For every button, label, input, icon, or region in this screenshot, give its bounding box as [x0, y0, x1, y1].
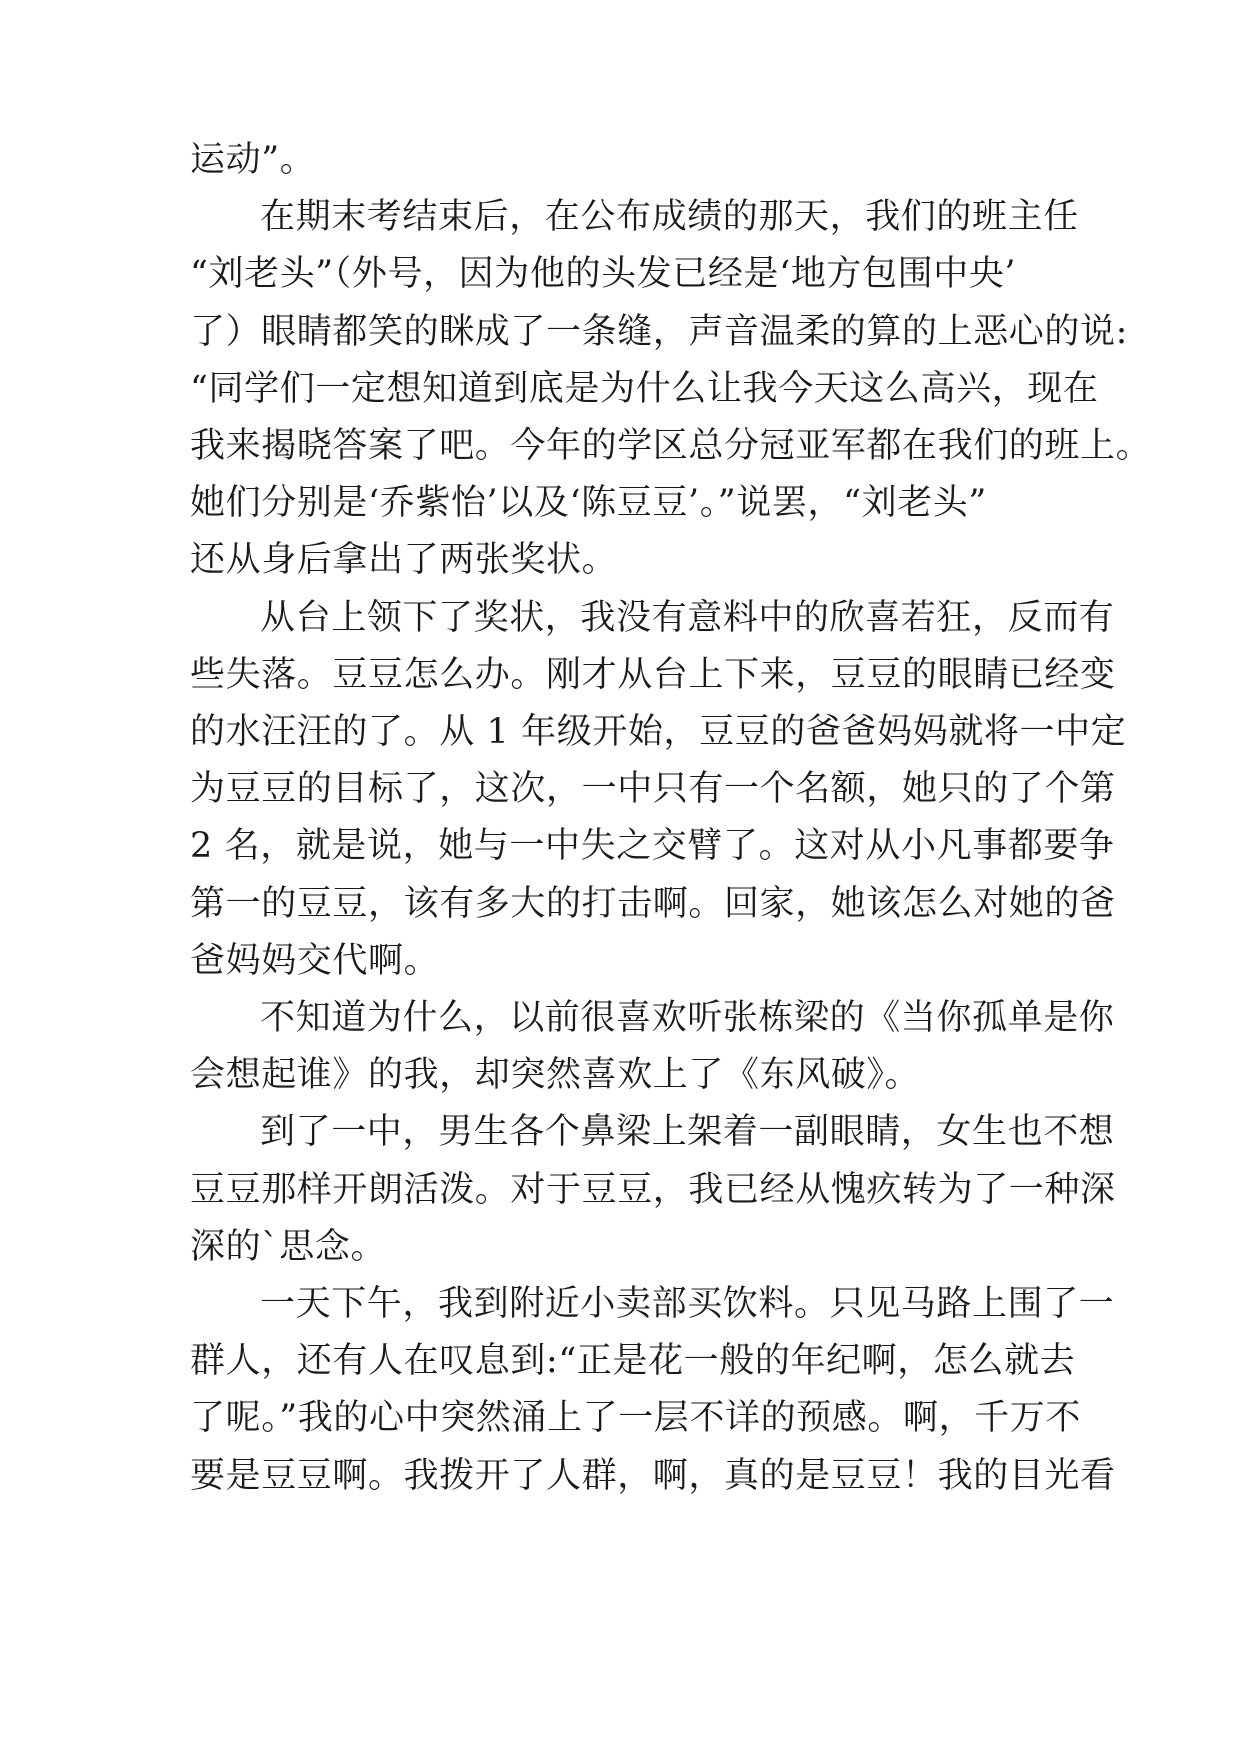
text-line: 要是豆豆啊。我拨开了人群，啊，真的是豆豆！我的目光看 — [190, 1455, 1116, 1496]
paragraph-first-line: 在期末考结束后，在公布成绩的那天，我们的班主任 — [260, 197, 1079, 238]
paragraph-first-line: 不知道为什么，以前很喜欢听张栋梁的《当你孤单是你 — [260, 998, 1115, 1038]
text-line: “刘老头”（外号，因为他的头发已经是‘地方包围中央’ — [190, 254, 1017, 295]
text-line: 群人，还有人在叹息到:“正是花一般的年纪啊，怎么就去 — [190, 1341, 1076, 1382]
text-line: “同学们一定想知道到底是为什么让我今天这么高兴，现在 — [190, 368, 1099, 409]
text-line: 还从身后拿出了两张奖状。 — [190, 540, 618, 581]
text-line: 了）眼睛都笑的眯成了一条缝，声音温柔的算的上恶心的说: — [190, 311, 1128, 352]
text-line: 了呢。”我的心中突然涌上了一层不详的预感。啊，千万不 — [190, 1398, 1081, 1439]
text-line: 深的`思念。 — [190, 1226, 387, 1267]
text-line: 2 名，就是说，她与一中失之交臂了。这对从小凡事都要争 — [190, 826, 1115, 867]
text-line: 运动”。 — [190, 140, 316, 180]
text-line: 会想起谁》的我，却突然喜欢上了《东风破》。 — [190, 1055, 921, 1096]
text-line: 些失落。豆豆怎么办。刚才从台上下来，豆豆的眼睛已经变 — [190, 654, 1116, 695]
text-line: 第一的豆豆，该有多大的打击啊。回家，她该怎么对她的爸 — [190, 883, 1116, 924]
text-line: 为豆豆的目标了，这次，一中只有一个名额，她只的了个第 — [190, 769, 1116, 810]
paragraph-first-line: 从台上领下了奖状，我没有意料中的欣喜若狂，反而有 — [260, 597, 1115, 638]
text-line: 豆豆那样开朗活泼。对于豆豆，我已经从愧疚转为了一种深 — [190, 1169, 1116, 1210]
text-line: 爸妈妈交代啊。 — [190, 940, 440, 981]
text-line: 的水汪汪的了。从 1 年级开始，豆豆的爸爸妈妈就将一中定 — [190, 712, 1127, 752]
text-line: 我来揭晓答案了吧。今年的学区总分冠亚军都在我们的班上。 — [190, 426, 1152, 466]
paragraph-first-line: 到了一中，男生各个鼻梁上架着一副眼睛，女生也不想 — [260, 1112, 1115, 1153]
text-line: 她们分别是‘乔紫怡’以及‘陈豆豆’。”说罢，“刘老头” — [190, 483, 987, 524]
paragraph-first-line: 一天下午，我到附近小卖部买饮料。只见马路上围了一 — [260, 1284, 1115, 1324]
